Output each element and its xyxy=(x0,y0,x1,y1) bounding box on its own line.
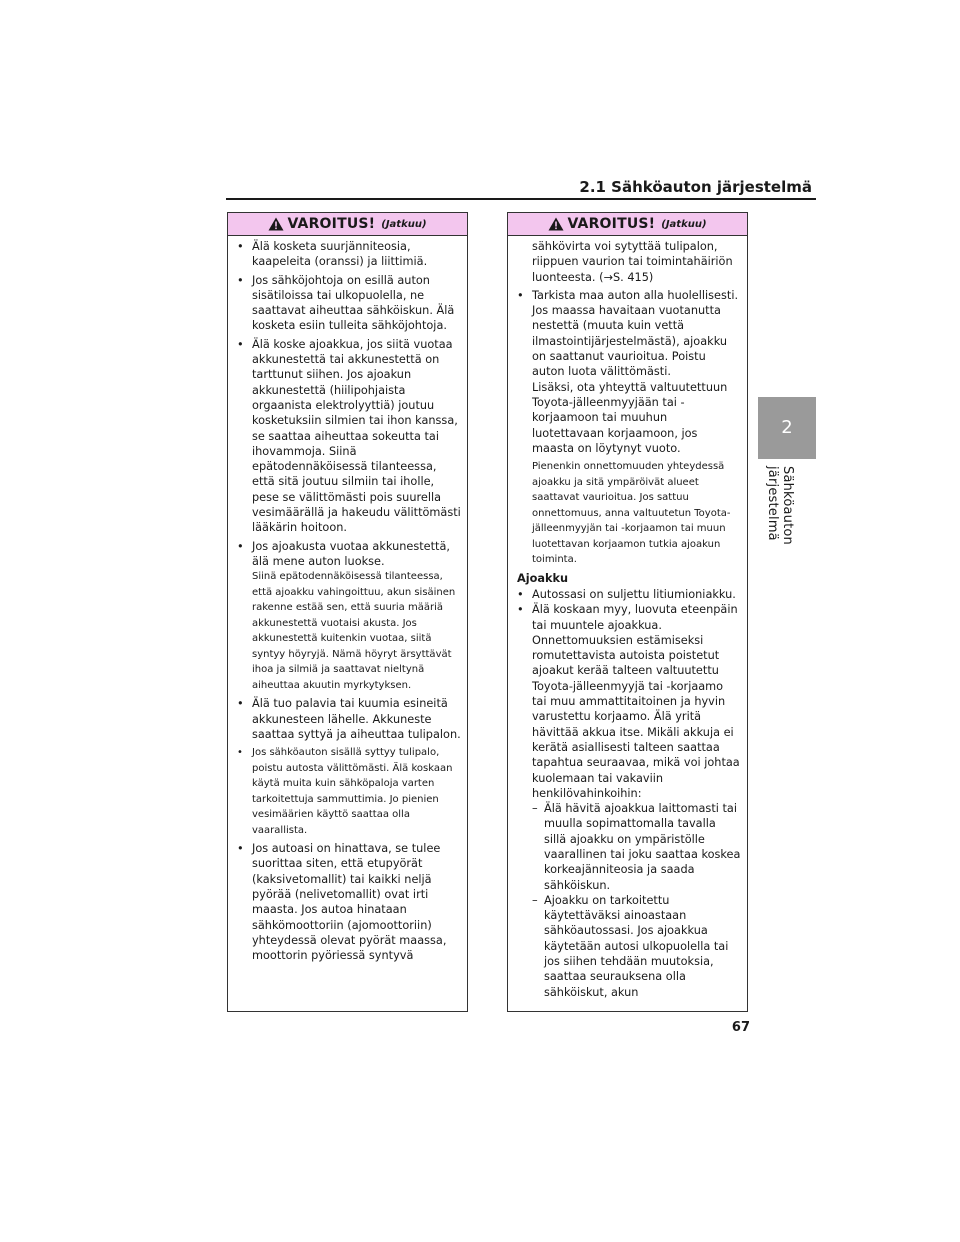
item-text: Jos autoasi on hinattava, se tulee suorittaa siten, että etupyörät (kaksivetomallit) tai kaikki neljä pyörää (nelivetomallit) ovat irti maasta. Jos autoa hinataan sähkömoottoriin (ajomoottoriin) yhteydessä olevat pyörät maassa, moottorin pyöriessä syntyvä xyxy=(252,842,447,963)
sub-list-item xyxy=(517,801,741,893)
bullet: • xyxy=(237,539,244,553)
list-item xyxy=(517,602,741,801)
warning-triangle-icon xyxy=(268,217,284,231)
list-item xyxy=(237,745,461,838)
list-item xyxy=(237,337,461,536)
chapter-tab: 2 xyxy=(758,397,816,459)
warning-title: VAROITUS! xyxy=(567,216,656,232)
warning-continued: (Jatkuu) xyxy=(381,218,427,230)
section-header: 2.1 Sähköauton järjestelmä xyxy=(579,178,812,196)
bullet: • xyxy=(237,747,243,759)
item-text: Älä hävitä ajoakkua laittomasti tai muulla sopimattomalla tavalla sillä ajoakku on ympäristölle vaarallinen tai joku saattaa koskea korkeajänniteosia ja saada sähköiskun. xyxy=(544,802,741,892)
list-item xyxy=(237,696,461,742)
section-title: Ajoakku xyxy=(517,571,569,585)
warning-continued: (Jatkuu) xyxy=(661,218,707,230)
warning-body xyxy=(228,236,467,964)
header-rule xyxy=(226,198,816,200)
warning-header xyxy=(228,213,467,236)
chapter-label: Sähköauton järjestelmä xyxy=(765,466,795,545)
dash: – xyxy=(532,893,538,907)
item-text: Älä koskaan myy, luovuta eteenpäin tai muuntele ajoakkua. Onnettomuuksien estämiseksi romutettavista autoista poistetut ajoakut kerää talteen valtuutettu Toyota-jälleenmyyjä tai -korjaamo tai muu ammattitaitoinen ja hyvin varustettu korjaamo. Älä yritä hävittää akkua itse. Mikäli akkuja ei kerätä asiallisesti talteen saattaa tapahtua seuraavaa, mikä voi johtaa kuolemaan tai vakaviin henkilövahinkoihin: xyxy=(532,603,740,800)
list-item xyxy=(237,273,461,334)
item-note: Pienenkin onnettomuuden yhteydessä ajoakku ja sitä ympäröivät alueet saattavat vaurioitua. Jos sattuu onnettomuus, anna valtuutetun Toyota-jälleenmyyjän tai -korjaamon tai muun luotettavan korjaamon tutkia ajoakun toiminta. xyxy=(532,461,731,566)
item-text: Jos sähköauton sisällä syttyy tulipalo, poistu autosta välittömästi. Älä koskaan käytä muita kuin sähköpaloja varten tarkoitettuja sammuttimia. Jo pienien vesimäärien käyttö saattaa olla vaarallista. xyxy=(252,747,453,836)
item-text: Jos ajoakusta vuotaa akkunestettä, älä mene auton luokse. xyxy=(252,539,450,568)
item-paragraph: Lisäksi, ota yhteyttä valtuutettuun Toyota-jälleenmyyjään tai -korjaamoon tai muuhun luotettavaan korjaamoon, jos maasta on löytynyt vuoto. xyxy=(532,380,728,455)
bullet: • xyxy=(237,697,244,711)
sub-list-item xyxy=(517,893,741,1000)
bullet: • xyxy=(237,273,244,287)
dash: – xyxy=(532,802,538,816)
item-text: Älä koske ajoakkua, jos siitä vuotaa akkunestettä tai akkunestettä on tarttunut siihen. Jos ajoakun akkunestettä (hiilipohjaista orgaanista elektrolyyttiä) joutuu kosketuksiin silmien tai ihon kanssa, se saattaa aiheuttaa sokeutta tai ihovammoja. Siinä epätodennäköisessä tilanteessa, että sitä joutuu silmiin tai iholle, pese se välittömästi pois suurella vesimäärällä ja hakeudu välittömästi lääkärin hoitoon. xyxy=(252,337,461,535)
item-note: Siinä epätodennäköisessä tilanteessa, että ajoakku vahingoittuu, akun sisäinen rakenne estää sen, että suuria määriä akkunestettä vuotaisi akusta. Jos akkunestettä kuitenkin vuotaa, siitä syntyy höyryjä. Nämä höyryt ärsyttävät ihoa ja silmiä ja saattavat nieltynä aiheuttaa akuutin myrkytyksen. xyxy=(252,571,456,691)
list-item xyxy=(237,239,461,270)
item-text: Autossasi on suljettu litiumioniakku. xyxy=(532,587,736,601)
warning-triangle-icon xyxy=(548,217,564,231)
warning-body xyxy=(508,236,747,1000)
warning-box-right xyxy=(507,212,748,1012)
bullet: • xyxy=(237,337,244,351)
bullet: • xyxy=(517,587,524,601)
item-text: Älä tuo palavia tai kuumia esineitä akkunesteen lähelle. Akkuneste saattaa syttyä ja aiheuttaa tulipalon. xyxy=(252,697,461,741)
item-text: Jos sähköjohtoja on esillä auton sisätiloissa tai ulkopuolella, ne saattavat aiheuttaa sähköiskun. Älä kosketa esiin tulleita sähköjohtoja. xyxy=(252,273,455,333)
page-number: 67 xyxy=(731,1020,750,1035)
warning-title: VAROITUS! xyxy=(287,216,376,232)
bullet: • xyxy=(237,842,244,856)
list-item xyxy=(517,288,741,380)
warning-header xyxy=(508,213,747,236)
item-text: Ajoakku on tarkoitettu käytettäväksi ainoastaan sähköautossasi. Jos ajoakkua käytetään autosi ulkopuolella tai jos siihen tehdään muutoksia, saattaa seurauksena olla sähköiskut, akun xyxy=(544,893,729,999)
item-text: Älä kosketa suurjänniteosia, kaapeleita (oranssi) ja liittimiä. xyxy=(252,240,428,269)
list-item xyxy=(517,587,741,602)
continued-text: sähkövirta voi sytyttää tulipalon, riippuen vaurion tai toimintahäiriön luonteesta. (→S. 415) xyxy=(532,240,733,284)
list-item xyxy=(237,841,461,963)
bullet: • xyxy=(517,603,524,617)
item-text: Tarkista maa auton alla huolellisesti. Jos maassa havaitaan vuotanutta nestettä (muuta kuin vettä ilmastointijärjestelmästä), ajoakku on saattanut vaurioitua. Poistu auton luota välittömästi. xyxy=(532,288,739,379)
warning-box-left xyxy=(227,212,468,1012)
bullet: • xyxy=(237,240,244,253)
bullet: • xyxy=(517,288,524,302)
list-item xyxy=(237,539,461,570)
